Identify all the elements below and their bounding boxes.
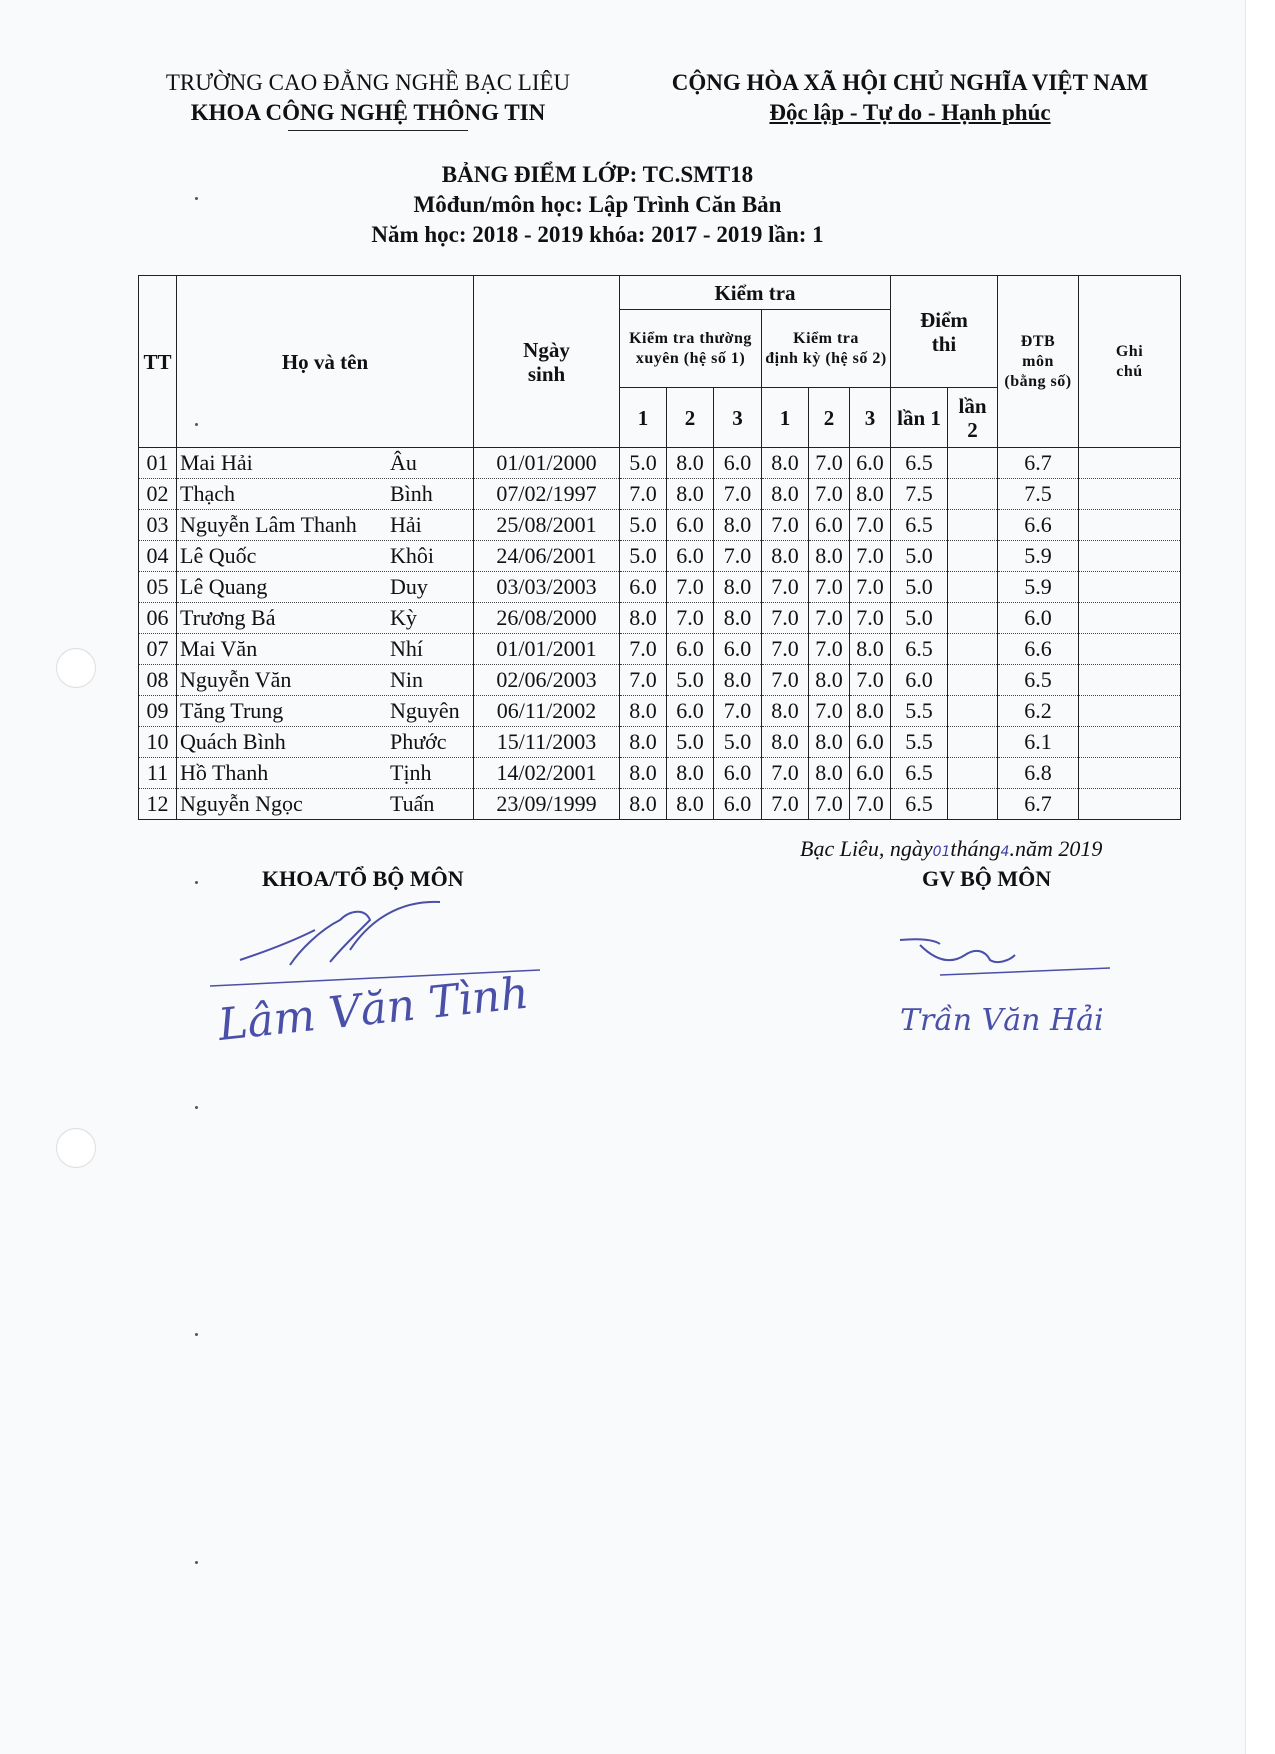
place-date: Bạc Liêu, ngày01tháng4.năm 2019 — [800, 836, 1103, 861]
cell-dk-score: 7.0 — [809, 789, 850, 820]
cell-dtb: 6.5 — [998, 665, 1079, 696]
family-name: Lê Quốc — [180, 543, 257, 568]
cell-dk-score: 8.0 — [809, 758, 850, 789]
cell-dtb: 6.7 — [998, 789, 1079, 820]
given-name: Hải — [390, 512, 422, 537]
cell-tx-score: 8.0 — [714, 572, 762, 603]
cell-name — [177, 572, 474, 603]
cell-thi-lan1: 5.0 — [891, 603, 948, 634]
header-kiemtra: Kiểm tra — [620, 276, 891, 310]
left-signer-name: Lâm Văn Tình — [215, 967, 532, 1051]
cell-tx-score: 8.0 — [620, 696, 667, 727]
family-name: Nguyễn Văn — [180, 667, 292, 692]
school-name: TRƯỜNG CAO ĐẲNG NGHỀ BẠC LIÊU — [165, 70, 571, 95]
table-row — [139, 758, 1181, 789]
cell-name — [177, 448, 474, 479]
grade-table — [138, 275, 1181, 820]
cell-dk-score: 8.0 — [762, 696, 809, 727]
cell-dk-score: 8.0 — [809, 665, 850, 696]
cell-tt: 04 — [139, 541, 177, 572]
punch-dot — [195, 1561, 198, 1564]
cell-dob: 23/09/1999 — [474, 789, 620, 820]
punch-dot — [195, 881, 198, 884]
header-tx-2: 2 — [667, 388, 714, 448]
given-name: Nhí — [390, 636, 423, 661]
cell-thi-lan2 — [948, 510, 998, 541]
cell-dtb: 6.2 — [998, 696, 1079, 727]
cell-note — [1079, 479, 1181, 510]
cell-dtb: 5.9 — [998, 541, 1079, 572]
cell-name — [177, 727, 474, 758]
cell-tx-score: 5.0 — [620, 448, 667, 479]
cell-note — [1079, 665, 1181, 696]
cell-dk-score: 7.0 — [762, 510, 809, 541]
family-name: Nguyễn Ngọc — [180, 791, 303, 816]
cell-tt: 07 — [139, 634, 177, 665]
punch-dot — [195, 1333, 198, 1336]
cell-tx-score: 8.0 — [714, 510, 762, 541]
cell-dk-score: 7.0 — [850, 603, 891, 634]
cell-dk-score: 6.0 — [850, 448, 891, 479]
handwritten-day: 01 — [932, 844, 951, 860]
header-kt-dinhky: Kiểm tra định kỳ (hệ số 2) — [762, 310, 891, 388]
cell-dob: 02/06/2003 — [474, 665, 620, 696]
cell-tt: 03 — [139, 510, 177, 541]
punch-hole — [56, 648, 96, 688]
cell-tx-score: 5.0 — [667, 665, 714, 696]
cell-dk-score: 6.0 — [850, 758, 891, 789]
cell-dk-score: 7.0 — [809, 603, 850, 634]
cell-thi-lan1: 5.0 — [891, 541, 948, 572]
cell-tx-score: 6.0 — [667, 541, 714, 572]
cell-tx-score: 8.0 — [620, 603, 667, 634]
cell-thi-lan2 — [948, 572, 998, 603]
given-name: Bình — [390, 481, 433, 506]
cell-tx-score: 7.0 — [620, 665, 667, 696]
cell-tx-score: 5.0 — [714, 727, 762, 758]
header-dob: Ngày sinh — [474, 276, 620, 448]
family-name: Quách Bình — [180, 729, 286, 754]
faculty-underline — [288, 130, 468, 131]
right-signature — [880, 920, 1200, 1070]
table-row — [139, 665, 1181, 696]
cell-dob: 07/02/1997 — [474, 479, 620, 510]
family-name: Mai Văn — [180, 636, 258, 661]
cell-note — [1079, 603, 1181, 634]
right-signer-name: Trần Văn Hải — [900, 1003, 1104, 1038]
cell-dtb: 6.0 — [998, 603, 1079, 634]
cell-thi-lan2 — [948, 696, 998, 727]
cell-dob: 26/08/2000 — [474, 603, 620, 634]
left-signature — [200, 880, 560, 1080]
cell-dk-score: 8.0 — [850, 696, 891, 727]
cell-dtb: 6.6 — [998, 510, 1079, 541]
given-name: Kỳ — [390, 605, 417, 630]
cell-dk-score: 8.0 — [809, 727, 850, 758]
header-ghichu: Ghi chú — [1079, 276, 1181, 448]
given-name: Tịnh — [390, 760, 432, 785]
header-dtb: ĐTB môn (bằng số) — [998, 276, 1079, 448]
cell-tt: 02 — [139, 479, 177, 510]
cell-thi-lan1: 6.5 — [891, 758, 948, 789]
cell-dk-score: 8.0 — [762, 541, 809, 572]
cell-tx-score: 6.0 — [667, 510, 714, 541]
given-name: Duy — [390, 574, 428, 599]
cell-dk-score: 7.0 — [850, 541, 891, 572]
cell-dk-score: 7.0 — [809, 448, 850, 479]
cell-tx-score: 8.0 — [667, 479, 714, 510]
cell-dob: 25/08/2001 — [474, 510, 620, 541]
cell-name — [177, 603, 474, 634]
cell-note — [1079, 541, 1181, 572]
cell-tx-score: 6.0 — [714, 634, 762, 665]
table-row — [139, 603, 1181, 634]
table-row — [139, 727, 1181, 758]
cell-thi-lan1: 5.0 — [891, 572, 948, 603]
cell-thi-lan1: 6.5 — [891, 634, 948, 665]
cell-tt: 10 — [139, 727, 177, 758]
cell-thi-lan2 — [948, 789, 998, 820]
cell-dob: 15/11/2003 — [474, 727, 620, 758]
cell-name — [177, 758, 474, 789]
cell-thi-lan2 — [948, 634, 998, 665]
family-name: Thạch — [180, 481, 235, 506]
cell-thi-lan2 — [948, 603, 998, 634]
cell-dk-score: 7.0 — [762, 758, 809, 789]
cell-dk-score: 7.0 — [762, 789, 809, 820]
cell-dtb: 5.9 — [998, 572, 1079, 603]
cell-tx-score: 6.0 — [714, 758, 762, 789]
cell-tx-score: 7.0 — [714, 541, 762, 572]
cell-thi-lan2 — [948, 727, 998, 758]
table-row — [139, 448, 1181, 479]
cell-tx-score: 7.0 — [667, 603, 714, 634]
cell-dk-score: 8.0 — [850, 634, 891, 665]
cell-thi-lan1: 6.0 — [891, 665, 948, 696]
cell-thi-lan1: 6.5 — [891, 510, 948, 541]
nation-motto: Độc lập - Tự do - Hạnh phúc — [769, 100, 1051, 125]
cell-dk-score: 8.0 — [762, 448, 809, 479]
punch-dot — [195, 197, 198, 200]
cell-tx-score: 8.0 — [620, 789, 667, 820]
cell-dk-score: 7.0 — [809, 634, 850, 665]
cell-note — [1079, 634, 1181, 665]
cell-dk-score: 6.0 — [850, 727, 891, 758]
header-tx-3: 3 — [714, 388, 762, 448]
right-signature-title: GV BỘ MÔN — [922, 866, 1052, 891]
cell-note — [1079, 510, 1181, 541]
cell-thi-lan1: 6.5 — [891, 789, 948, 820]
table-row — [139, 572, 1181, 603]
cell-tx-score: 8.0 — [714, 665, 762, 696]
table-row — [139, 789, 1181, 820]
cell-thi-lan2 — [948, 665, 998, 696]
module-title: Môđun/môn học: Lập Trình Căn Bản — [413, 192, 782, 217]
school-header — [148, 68, 588, 131]
header-name: Họ và tên — [177, 276, 474, 448]
cell-dk-score: 7.0 — [762, 665, 809, 696]
cell-dk-score: 8.0 — [809, 541, 850, 572]
cell-dk-score: 8.0 — [850, 479, 891, 510]
cell-name — [177, 510, 474, 541]
family-name: Tăng Trung — [180, 698, 284, 723]
header-tt: TT — [139, 276, 177, 448]
given-name: Phước — [390, 729, 447, 754]
left-signature-title: KHOA/TỔ BỘ MÔN — [262, 866, 464, 891]
cell-dk-score: 7.0 — [850, 789, 891, 820]
cell-thi-lan2 — [948, 479, 998, 510]
cell-dob: 01/01/2000 — [474, 448, 620, 479]
cell-dtb: 6.1 — [998, 727, 1079, 758]
cell-thi-lan2 — [948, 541, 998, 572]
document-titles — [0, 160, 1275, 250]
cell-dtb: 6.8 — [998, 758, 1079, 789]
table-row — [139, 634, 1181, 665]
cell-thi-lan1: 6.5 — [891, 448, 948, 479]
cell-dtb: 7.5 — [998, 479, 1079, 510]
cell-tt: 08 — [139, 665, 177, 696]
cell-tx-score: 5.0 — [620, 541, 667, 572]
cell-tx-score: 8.0 — [714, 603, 762, 634]
table-row — [139, 510, 1181, 541]
cell-dk-score: 7.0 — [850, 510, 891, 541]
cell-note — [1079, 572, 1181, 603]
nation-header — [640, 68, 1180, 128]
cell-tt: 06 — [139, 603, 177, 634]
cell-tx-score: 8.0 — [667, 758, 714, 789]
cell-name — [177, 789, 474, 820]
table-row — [139, 541, 1181, 572]
cell-note — [1079, 448, 1181, 479]
cell-tx-score: 7.0 — [714, 479, 762, 510]
given-name: Nin — [390, 667, 423, 692]
cell-tt: 09 — [139, 696, 177, 727]
cell-dob: 14/02/2001 — [474, 758, 620, 789]
family-name: Mai Hải — [180, 450, 253, 475]
cell-name — [177, 479, 474, 510]
cell-thi-lan2 — [948, 758, 998, 789]
cell-tx-score: 8.0 — [667, 448, 714, 479]
cell-note — [1079, 696, 1181, 727]
cell-note — [1079, 727, 1181, 758]
cell-tx-score: 5.0 — [620, 510, 667, 541]
header-dk-2: 2 — [809, 388, 850, 448]
punch-dot — [195, 1106, 198, 1109]
header-diemthi: Điểm thi — [891, 276, 998, 388]
cell-tt: 12 — [139, 789, 177, 820]
cell-dtb: 6.7 — [998, 448, 1079, 479]
cell-dob: 01/01/2001 — [474, 634, 620, 665]
cell-thi-lan1: 5.5 — [891, 696, 948, 727]
cell-tx-score: 8.0 — [620, 727, 667, 758]
nation-name: CỘNG HÒA XÃ HỘI CHỦ NGHĨA VIỆT NAM — [671, 70, 1149, 95]
cell-name — [177, 665, 474, 696]
grade-table-body — [139, 448, 1181, 820]
cell-note — [1079, 789, 1181, 820]
cell-dob: 24/06/2001 — [474, 541, 620, 572]
family-name: Nguyễn Lâm Thanh — [180, 512, 357, 537]
cell-dk-score: 7.0 — [809, 572, 850, 603]
cell-thi-lan1: 5.5 — [891, 727, 948, 758]
cell-tx-score: 7.0 — [714, 696, 762, 727]
given-name: Nguyên — [390, 698, 460, 723]
handwritten-month: 4 — [1000, 844, 1010, 860]
cell-dob: 03/03/2003 — [474, 572, 620, 603]
class-title: BẢNG ĐIỂM LỚP: TC.SMT18 — [441, 162, 754, 187]
cell-tt: 01 — [139, 448, 177, 479]
cell-tx-score: 8.0 — [620, 758, 667, 789]
cell-tx-score: 6.0 — [667, 696, 714, 727]
header-dk-3: 3 — [850, 388, 891, 448]
cell-tx-score: 6.0 — [714, 448, 762, 479]
cell-dob: 06/11/2002 — [474, 696, 620, 727]
cell-dk-score: 7.0 — [850, 572, 891, 603]
cell-dk-score: 6.0 — [809, 510, 850, 541]
cell-thi-lan1: 7.5 — [891, 479, 948, 510]
header-dk-1: 1 — [762, 388, 809, 448]
year-title: Năm học: 2018 - 2019 khóa: 2017 - 2019 lần: 1 — [371, 222, 824, 247]
table-row — [139, 696, 1181, 727]
cell-tx-score: 6.0 — [714, 789, 762, 820]
cell-dk-score: 7.0 — [762, 634, 809, 665]
cell-dk-score: 7.0 — [809, 479, 850, 510]
cell-tx-score: 7.0 — [620, 479, 667, 510]
cell-dk-score: 8.0 — [762, 479, 809, 510]
cell-dk-score: 7.0 — [762, 603, 809, 634]
cell-name — [177, 541, 474, 572]
punch-hole — [56, 1128, 96, 1168]
family-name: Trương Bá — [180, 605, 276, 630]
faculty-name: KHOA CÔNG NGHỆ THÔNG TIN — [190, 100, 546, 125]
table-row — [139, 479, 1181, 510]
cell-tt: 05 — [139, 572, 177, 603]
cell-tx-score: 5.0 — [667, 727, 714, 758]
punch-dot — [195, 423, 198, 426]
cell-dk-score: 7.0 — [809, 696, 850, 727]
cell-dk-score: 8.0 — [762, 727, 809, 758]
header-kt-thuongxuyen: Kiểm tra thường xuyên (hệ số 1) — [620, 310, 762, 388]
cell-tx-score: 7.0 — [620, 634, 667, 665]
cell-dk-score: 7.0 — [762, 572, 809, 603]
header-lan1: lần 1 — [891, 388, 948, 448]
cell-thi-lan2 — [948, 448, 998, 479]
cell-note — [1079, 758, 1181, 789]
cell-dk-score: 7.0 — [850, 665, 891, 696]
cell-tx-score: 6.0 — [620, 572, 667, 603]
header-lan2: lần 2 — [948, 388, 998, 448]
header-tx-1: 1 — [620, 388, 667, 448]
given-name: Khôi — [390, 543, 434, 568]
cell-dtb: 6.6 — [998, 634, 1079, 665]
cell-tx-score: 8.0 — [667, 789, 714, 820]
cell-tx-score: 6.0 — [667, 634, 714, 665]
cell-tt: 11 — [139, 758, 177, 789]
cell-name — [177, 634, 474, 665]
family-name: Lê Quang — [180, 574, 268, 599]
given-name: Âu — [390, 450, 417, 475]
family-name: Hồ Thanh — [180, 760, 269, 785]
cell-name — [177, 696, 474, 727]
cell-tx-score: 7.0 — [667, 572, 714, 603]
given-name: Tuấn — [390, 791, 435, 816]
